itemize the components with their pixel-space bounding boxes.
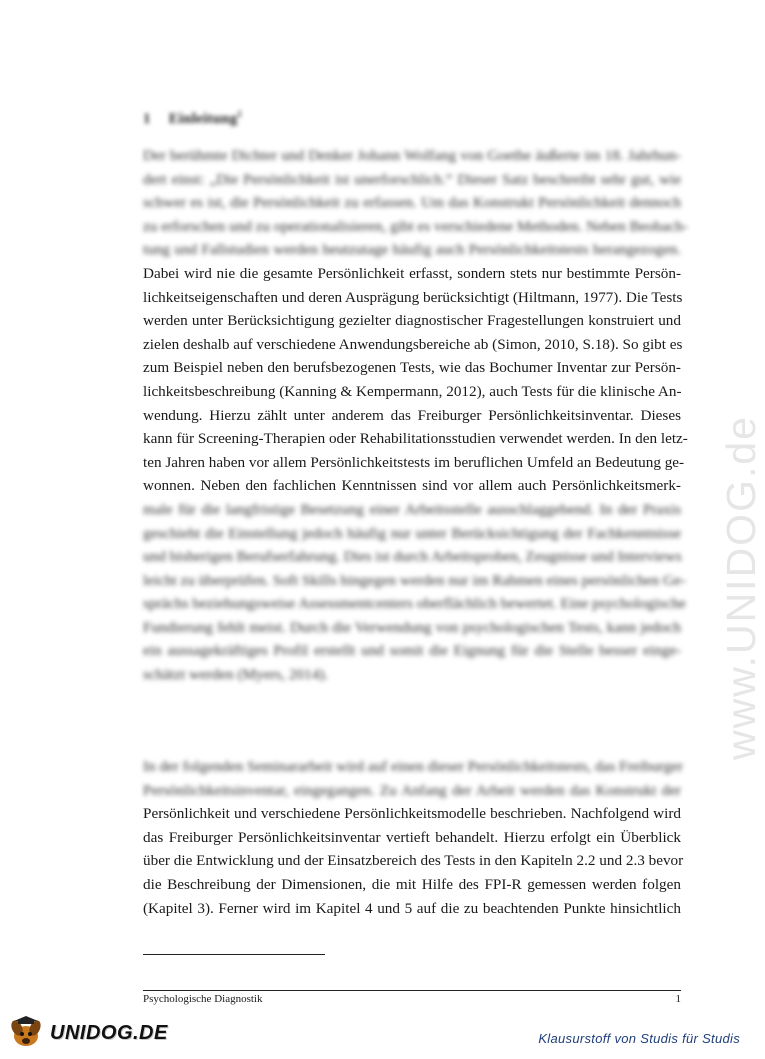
paragraph-outline bbox=[143, 755, 684, 920]
text-line: geschieht die Einstellung jedoch häufig nur unter Berücksichtigung der Fachkenntnisse bbox=[143, 524, 681, 542]
text-line: über die Entwicklung und der Einsatzbereich des Tests in den Kapiteln 2.2 und 2.3 bevor bbox=[143, 852, 684, 870]
text-line: Dabei wird nie die gesamte Persönlichkeit erfasst, sondern stets nur bestimmte Persön- bbox=[143, 264, 681, 282]
text-line: ten Jahren haben vor allem Persönlichkeitstests im beruflichen Umfeld an Bedeutung ge- bbox=[143, 453, 685, 471]
text-line: zielen deshalb auf verschiedene Anwendungsbereiche ab (Simon, 2010, S.18). So gibt es bbox=[143, 335, 683, 353]
text-line: lichkeitsbeschreibung (Kanning & Kempermann, 2012), auch Tests für die klinische An- bbox=[143, 382, 682, 400]
text-line: wendung. Hierzu zählt unter anderem das Freiburger Persönlichkeitsinventar. Dieses bbox=[143, 406, 681, 424]
text-line: Fundierung fehlt meist. Durch die Verwendung von psychologischen Tests, kann jedoch bbox=[143, 618, 681, 636]
unidog-logo bbox=[4, 1016, 168, 1050]
text-line: wonnen. Neben den fachlichen Kenntnissen sind vor allem auch Persönlichkeitsmerk- bbox=[143, 477, 681, 495]
text-line: kann für Screening-Therapien oder Rehabilitationsstudien verwendet werden. In den letz- bbox=[143, 430, 688, 448]
text-line: (Kapitel 3). Ferner wird im Kapitel 4 und 5 auf die zu beachtenden Punkte hinsichtlich bbox=[143, 899, 681, 917]
text-line: Persönlichkeit und verschiedene Persönlichkeitsmodelle beschrieben. Nachfolgend wird bbox=[143, 805, 681, 823]
text-line: schwer es ist, die Persönlichkeit zu erfassen. Um das Konstrukt Persönlichkeit dennoch bbox=[143, 194, 681, 212]
text-line: dert einst: „Die Persönlichkeit ist unerforschlich.“ Dieser Satz beschreibt sehr gut, wie bbox=[143, 170, 681, 188]
logo-wordmark: UNIDOG.DE bbox=[50, 1021, 168, 1044]
footnote-separator bbox=[143, 954, 325, 955]
tagline: Klausurstoff von Studis für Studis bbox=[538, 1031, 740, 1046]
text-line: und bisherigen Berufserfahrung. Dies ist durch Arbeitsproben, Zeugnisse und Interviews bbox=[143, 548, 682, 566]
text-line: Der berühmte Dichter und Denker Johann Wolfang von Goethe äußerte im 18. Jahrhun- bbox=[143, 147, 681, 164]
text-line: zum Beispiel neben den berufsbezogenen Tests, wie das Bochumer Inventar zur Persön- bbox=[143, 359, 681, 377]
text-line: ein aussagekräftiges Profil erstellt und somit die Eignung für die Stelle besser einge- bbox=[143, 642, 681, 660]
text-line: zu erforschen und zu operationalisieren, gibt es verschiedene Methoden. Neben Beobach- bbox=[143, 217, 688, 235]
footnote-mark: 1 bbox=[237, 109, 243, 119]
text-line: das Freiburger Persönlichkeitsinventar vertieft behandelt. Hierzu erfolgt ein Überblick bbox=[143, 828, 681, 846]
footer-separator bbox=[143, 990, 681, 991]
section-title: Einleitung bbox=[168, 111, 238, 127]
text-line: schätzt werden (Myers, 2014). bbox=[143, 666, 329, 684]
text-line: die Beschreibung der Dimensionen, die mit Hilfe des FPI-R gemessen werden folgen bbox=[143, 875, 681, 893]
paragraph-intro bbox=[143, 144, 688, 687]
section-number: 1 bbox=[143, 111, 151, 127]
footer-page-number: 1 bbox=[675, 993, 681, 1005]
text-line: In der folgenden Seminararbeit wird auf einen dieser Persönlichkeitstests, das Freiburger bbox=[143, 758, 683, 775]
text-line: werden unter Berücksichtigung gezielter diagnostischer Fragestellungen konstruiert und bbox=[143, 312, 681, 330]
watermark: www.UNIDOG.de bbox=[718, 415, 764, 760]
text-line: male für die langfristige Besetzung einer Arbeitsstelle ausschlaggebend. In der Praxis bbox=[143, 500, 681, 518]
section-heading bbox=[143, 109, 242, 128]
footer-course-title: Psychologische Diagnostik bbox=[143, 993, 263, 1005]
text-line: tung und Fallstudien werden heutzutage häufig auch Persönlichkeitstests herangezogen. bbox=[143, 241, 681, 259]
text-line: lichkeitseigenschaften und deren Ausprägung berücksichtigt (Hiltmann, 1977). Die Tests bbox=[143, 288, 683, 306]
text-line: Persönlichkeitsinventar, eingegangen. Zu Anfang der Arbeit werden das Konstrukt der bbox=[143, 781, 681, 799]
dog-icon bbox=[4, 1016, 52, 1050]
text-line: leicht zu überprüfen. Soft Skills hingegen werden nur im Rahmen eines persönlichen Ge- bbox=[143, 571, 686, 589]
text-line: sprächs beziehungsweise Assessmentcenters oberflächlich bewertet. Eine psychologische bbox=[143, 595, 686, 613]
